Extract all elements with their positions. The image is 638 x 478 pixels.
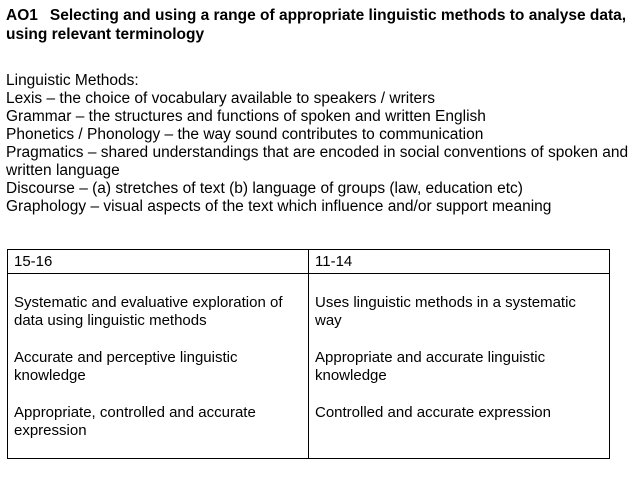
- mark-bands-table: [7, 249, 610, 459]
- table-cell: Appropriate and accurate linguistic knowledge: [309, 330, 610, 385]
- method-phonetics: Phonetics / Phonology – the way sound contributes to communication: [6, 126, 484, 143]
- linguistic-methods-title: Linguistic Methods:: [6, 72, 139, 89]
- table-cell: Appropriate, controlled and accurate expression: [8, 385, 309, 459]
- assessment-objective-code: AO1: [6, 7, 38, 24]
- assessment-objective-heading: [6, 6, 632, 44]
- table-cell: Systematic and evaluative exploration of data using linguistic methods: [8, 274, 309, 331]
- method-discourse: Discourse – (a) stretches of text (b) language of groups (law, education etc): [6, 180, 523, 197]
- table-header-row: [8, 250, 610, 274]
- method-pragmatics: Pragmatics – shared understandings that are encoded in social conventions of spoken and written language: [6, 144, 629, 179]
- band-header-11-14: 11-14: [309, 250, 610, 274]
- method-grammar: Grammar – the structures and functions of spoken and written English: [6, 108, 486, 125]
- table-cell: Controlled and accurate expression: [309, 385, 610, 459]
- table-cell: Accurate and perceptive linguistic knowledge: [8, 330, 309, 385]
- table-row: [8, 274, 610, 331]
- band-header-15-16: 15-16: [8, 250, 309, 274]
- table-row: [8, 385, 610, 459]
- assessment-objective-text: Selecting and using a range of appropriate linguistic methods to analyse data, using relevant terminology: [6, 7, 627, 43]
- table-cell: Uses linguistic methods in a systematic way: [309, 274, 610, 331]
- method-graphology: Graphology – visual aspects of the text which influence and/or support meaning: [6, 198, 552, 215]
- method-lexis: Lexis – the choice of vocabulary available to speakers / writers: [6, 90, 436, 107]
- table-row: [8, 330, 610, 385]
- linguistic-methods-list: [6, 72, 634, 216]
